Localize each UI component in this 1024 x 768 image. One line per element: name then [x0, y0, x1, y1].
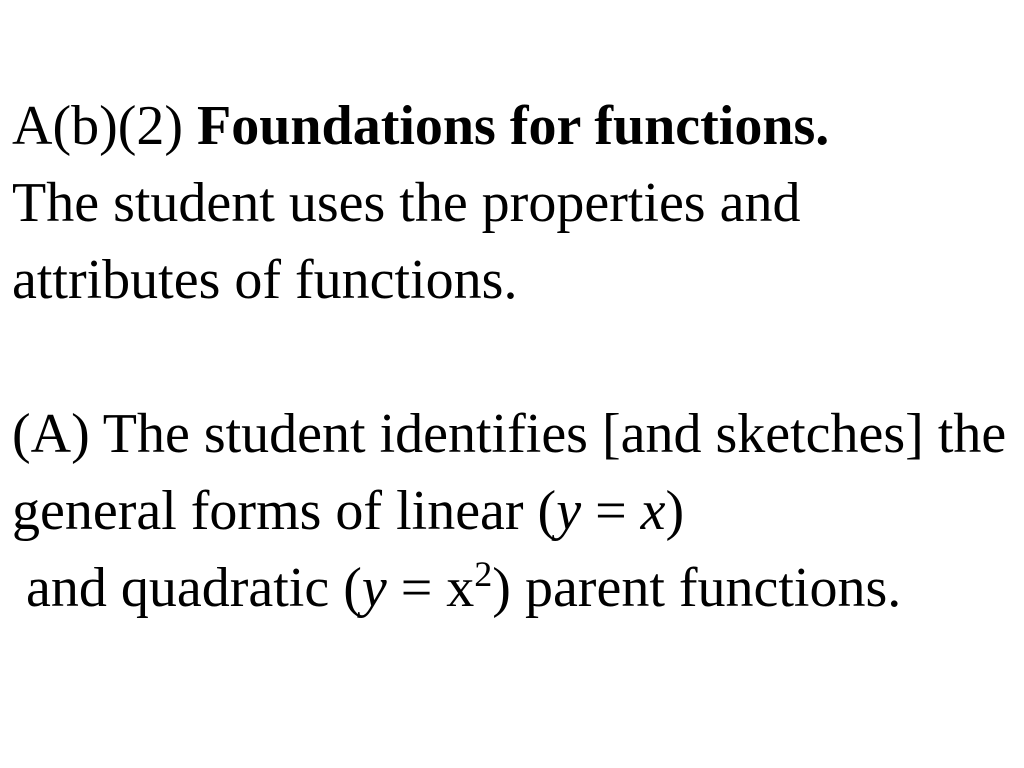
linear-function — [538, 480, 685, 542]
quadratic-base-x: x — [446, 557, 475, 619]
standard-title: Foundations for functions. — [197, 95, 830, 157]
quadratic-exponent: 2 — [474, 554, 493, 594]
linear-var-x: x — [640, 480, 666, 542]
quadratic-close-paren: ) — [492, 557, 511, 619]
linear-close-paren: ) — [665, 480, 685, 542]
paragraph-spacer — [12, 319, 1012, 396]
standard-heading — [12, 88, 1012, 319]
linear-var-y: y — [556, 480, 582, 542]
quadratic-var-y: y — [361, 557, 387, 619]
expectation-closing-text: parent functions. — [510, 557, 902, 619]
expectation-text: The student identifies [and sketches] the general forms of linear — [12, 403, 1007, 542]
standard-description: The student uses the properties and attributes of functions. — [12, 172, 801, 311]
quadratic-function — [343, 554, 511, 619]
expectation-label: (A) — [12, 403, 90, 465]
quadratic-open-paren: ( — [343, 557, 362, 619]
quadratic-equals: = — [386, 557, 447, 619]
slide-content — [12, 88, 1012, 627]
student-expectation — [12, 396, 1012, 627]
linear-open-paren: ( — [537, 480, 557, 542]
linear-equals: = — [581, 480, 641, 542]
standard-code: A(b)(2) — [12, 95, 184, 157]
expectation-middle-text: and quadratic — [12, 557, 344, 619]
